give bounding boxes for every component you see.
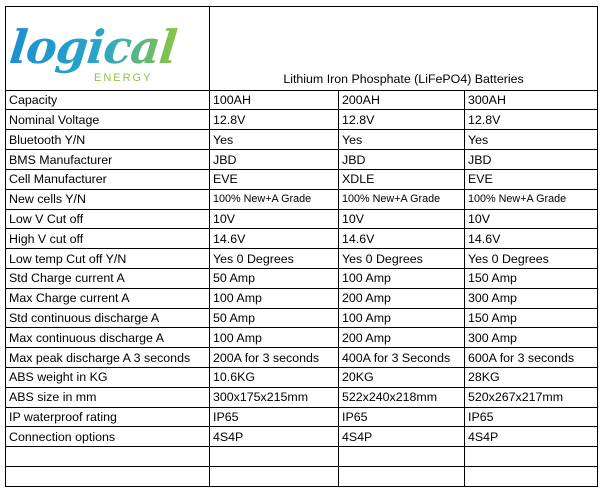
cell-value: 50 Amp <box>210 308 339 328</box>
empty-cell <box>339 467 465 487</box>
cell-value: 10V <box>210 209 339 229</box>
cell-value: 300 Amp <box>465 288 598 308</box>
cell-value: 200 Amp <box>339 328 465 348</box>
cell-value: 4S4P <box>339 427 465 447</box>
cell-value: 200AH <box>339 90 465 110</box>
battery-spec-table <box>5 6 598 487</box>
cell-value: 100 Amp <box>339 308 465 328</box>
table-row <box>6 169 598 189</box>
cell-value: 300 Amp <box>465 328 598 348</box>
cell-value: 100% New+A Grade <box>339 189 465 209</box>
cell-value: EVE <box>210 169 339 189</box>
page-title: Lithium Iron Phosphate (LiFePO4) Batteries <box>210 7 598 91</box>
table-row <box>6 249 598 269</box>
cell-value: 200 Amp <box>339 288 465 308</box>
table-row <box>6 288 598 308</box>
table-row <box>6 368 598 388</box>
cell-value: 100% New+A Grade <box>465 189 598 209</box>
cell-value: 12.8V <box>339 110 465 130</box>
table-row <box>6 229 598 249</box>
cell-value: 100 Amp <box>210 288 339 308</box>
cell-value: IP65 <box>465 407 598 427</box>
row-label: Bluetooth Y/N <box>6 130 210 150</box>
cell-value: Yes <box>210 130 339 150</box>
cell-value: 12.8V <box>210 110 339 130</box>
table-row <box>6 387 598 407</box>
cell-value: 10V <box>465 209 598 229</box>
row-label: ABS weight in KG <box>6 368 210 388</box>
row-label: Max peak discharge A 3 seconds <box>6 348 210 368</box>
table-row <box>6 407 598 427</box>
cell-value: 50 Amp <box>210 268 339 288</box>
cell-value: IP65 <box>339 407 465 427</box>
row-label: Std continuous discharge A <box>6 308 210 328</box>
row-label: Connection options <box>6 427 210 447</box>
cell-value: Yes <box>339 130 465 150</box>
row-label: Low V Cut off <box>6 209 210 229</box>
cell-value: 4S4P <box>465 427 598 447</box>
row-label: Max Charge current A <box>6 288 210 308</box>
cell-value: 522x240x218mm <box>339 387 465 407</box>
empty-cell <box>210 467 339 487</box>
cell-value: 520x267x217mm <box>465 387 598 407</box>
empty-cell <box>6 447 210 467</box>
cell-value: 100% New+A Grade <box>210 189 339 209</box>
cell-value: EVE <box>465 169 598 189</box>
cell-value: 100 Amp <box>339 268 465 288</box>
row-label: New cells Y/N <box>6 189 210 209</box>
cell-value: Yes <box>465 130 598 150</box>
cell-value: 150 Amp <box>465 308 598 328</box>
cell-value: 4S4P <box>210 427 339 447</box>
table-header-row <box>6 7 598 91</box>
table-row <box>6 268 598 288</box>
row-label: ABS size in mm <box>6 387 210 407</box>
table-row <box>6 348 598 368</box>
cell-value: 400A for 3 Seconds <box>339 348 465 368</box>
table-row <box>6 189 598 209</box>
cell-value: 14.6V <box>210 229 339 249</box>
empty-cell <box>6 467 210 487</box>
table-row <box>6 130 598 150</box>
cell-value: JBD <box>210 150 339 170</box>
cell-value: 100 Amp <box>210 328 339 348</box>
table-row <box>6 308 598 328</box>
cell-value: 300AH <box>465 90 598 110</box>
row-label: Capacity <box>6 90 210 110</box>
table-row <box>6 427 598 447</box>
cell-value: 300x175x215mm <box>210 387 339 407</box>
row-label: BMS Manufacturer <box>6 150 210 170</box>
row-label: High V cut off <box>6 229 210 249</box>
cell-value: IP65 <box>210 407 339 427</box>
cell-value: JBD <box>465 150 598 170</box>
logo-word: logical <box>7 20 179 75</box>
cell-value: XDLE <box>339 169 465 189</box>
empty-cell <box>210 447 339 467</box>
row-label: Nominal Voltage <box>6 110 210 130</box>
empty-row <box>6 467 598 487</box>
cell-value: Yes 0 Degrees <box>339 249 465 269</box>
table-row <box>6 209 598 229</box>
row-label: Std Charge current A <box>6 268 210 288</box>
cell-value: 12.8V <box>465 110 598 130</box>
empty-cell <box>339 447 465 467</box>
cell-value: 28KG <box>465 368 598 388</box>
cell-value: Yes 0 Degrees <box>465 249 598 269</box>
cell-value: 600A for 3 seconds <box>465 348 598 368</box>
cell-value: 10V <box>339 209 465 229</box>
cell-value: Yes 0 Degrees <box>210 249 339 269</box>
cell-value: 100AH <box>210 90 339 110</box>
row-label: Low temp Cut off Y/N <box>6 249 210 269</box>
table-row <box>6 110 598 130</box>
row-label: Cell Manufacturer <box>6 169 210 189</box>
table-row <box>6 150 598 170</box>
cell-value: 200A for 3 seconds <box>210 348 339 368</box>
cell-value: 14.6V <box>465 229 598 249</box>
cell-value: 150 Amp <box>465 268 598 288</box>
empty-cell <box>465 467 598 487</box>
cell-value: JBD <box>339 150 465 170</box>
cell-value: 14.6V <box>339 229 465 249</box>
row-label: Max continuous discharge A <box>6 328 210 348</box>
table-row <box>6 90 598 110</box>
logo-cell <box>6 7 210 91</box>
logo-sub: ENERGY <box>94 72 153 85</box>
table-row <box>6 328 598 348</box>
empty-cell <box>465 447 598 467</box>
cell-value: 20KG <box>339 368 465 388</box>
empty-row <box>6 447 598 467</box>
logical-energy-logo <box>6 9 210 87</box>
cell-value: 10.6KG <box>210 368 339 388</box>
row-label: IP waterproof rating <box>6 407 210 427</box>
